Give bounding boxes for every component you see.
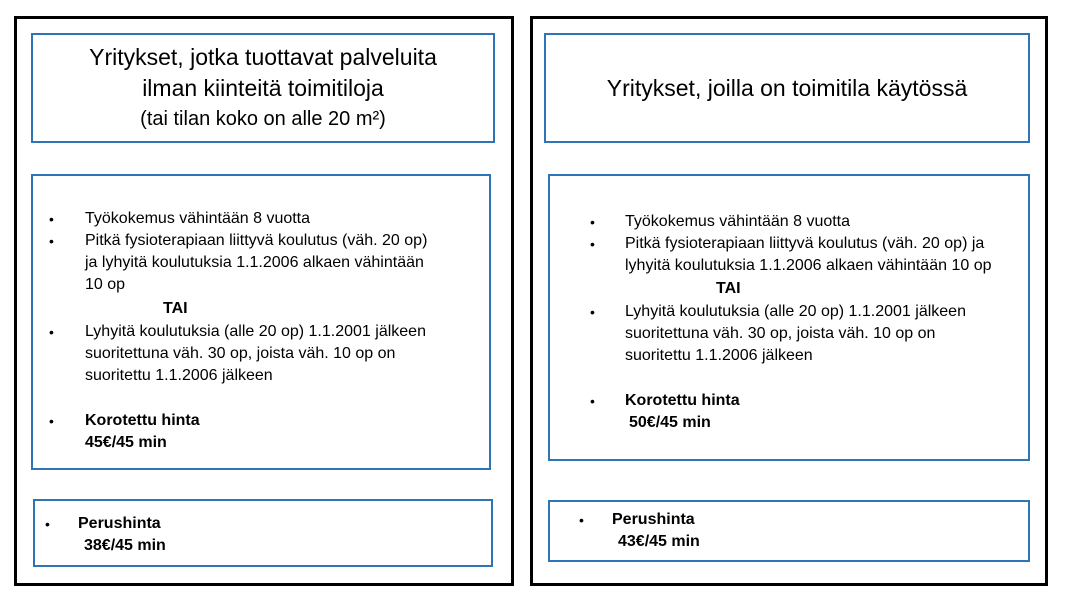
left-raised-price: Korotettu hinta 45€/45 min	[85, 412, 200, 451]
left-item-short-training: Lyhyitä koulutuksia (alle 20 op) 1.1.2001 jälkeen suoritettuna väh. 30 op, joista väh. 10 op on suoritettu 1.1.2006 jälkeen	[85, 323, 426, 384]
bullet-icon: •	[590, 393, 595, 409]
left-base-price-box	[33, 499, 493, 567]
right-title-box	[544, 33, 1030, 143]
bullet-icon: •	[45, 516, 50, 532]
left-criteria-box	[31, 174, 491, 470]
bullet-icon: •	[49, 233, 54, 249]
left-item-experience: Työkokemus vähintään 8 vuotta	[85, 210, 311, 227]
right-title: Yritykset, joilla on toimitila käytössä	[606, 74, 968, 101]
bullet-icon: •	[590, 304, 595, 320]
left-tai-label: TAI	[163, 300, 188, 317]
bullet-icon: •	[49, 324, 54, 340]
left-title-line-1: Yritykset, jotka tuottavat palveluita	[89, 43, 437, 70]
right-item-experience: Työkokemus vähintään 8 vuotta	[625, 213, 851, 230]
bullet-icon: •	[590, 236, 595, 252]
bullet-icon: •	[49, 413, 54, 429]
bullet-icon: •	[590, 214, 595, 230]
left-title-box	[31, 33, 495, 143]
right-tai-label: TAI	[716, 280, 741, 297]
right-raised-price: Korotettu hinta 50€/45 min	[625, 392, 740, 431]
left-title	[89, 42, 437, 135]
left-base-price: Perushinta 38€/45 min	[78, 515, 166, 554]
left-item-long-training: Pitkä fysioterapiaan liittyvä koulutus (väh. 20 op) ja lyhyitä koulutuksia 1.1.2006 alkaen vähintään 10 op	[85, 232, 428, 293]
bullet-icon: •	[579, 512, 584, 528]
left-title-line-2: ilman kiinteitä toimitiloja	[142, 74, 384, 101]
left-title-line-3: (tai tilan koko on alle 20 m²)	[140, 107, 386, 130]
right-criteria-box	[548, 174, 1030, 461]
bullet-icon: •	[49, 211, 54, 227]
right-base-price: Perushinta 43€/45 min	[612, 511, 700, 550]
right-base-price-box	[548, 500, 1030, 562]
right-item-short-training: Lyhyitä koulutuksia (alle 20 op) 1.1.2001 jälkeen suoritettuna väh. 30 op, joista väh. 10 op on suoritettu 1.1.2006 jälkeen	[625, 303, 966, 364]
right-item-long-training: Pitkä fysioterapiaan liittyvä koulutus (väh. 20 op) ja lyhyitä koulutuksia 1.1.2006 alkaen vähintään 10 op	[625, 235, 992, 274]
